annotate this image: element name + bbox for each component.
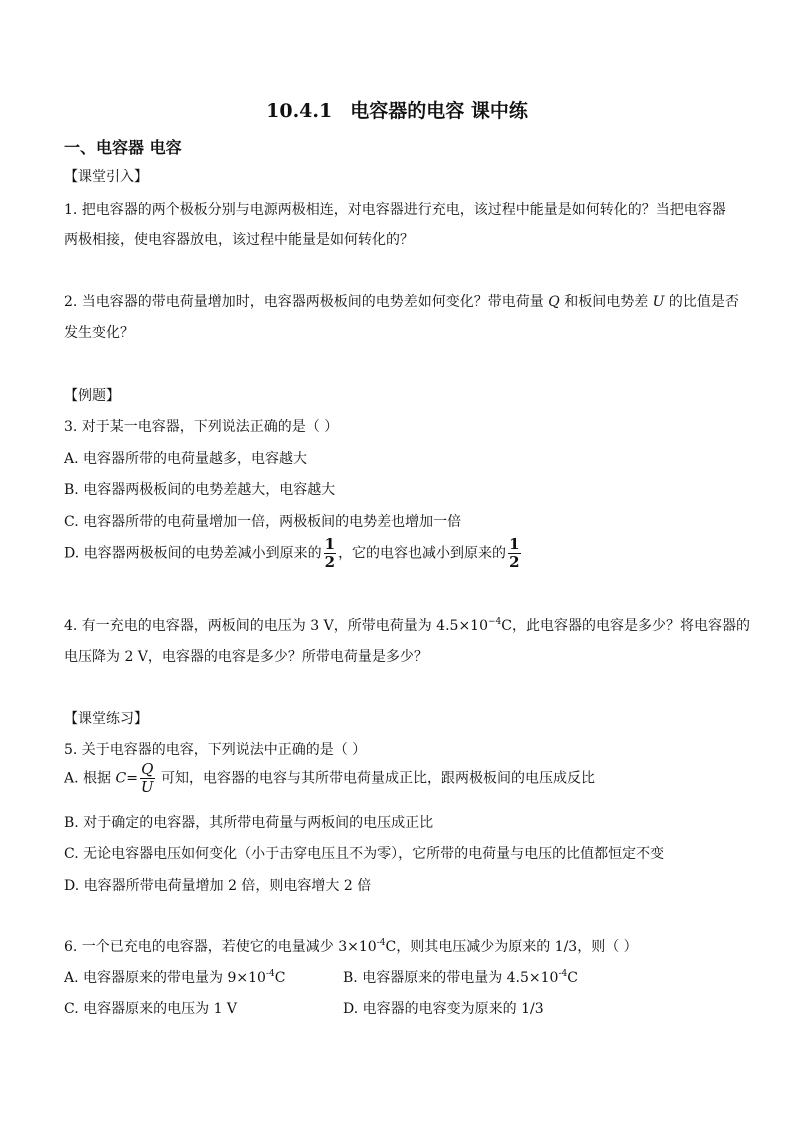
- fraction-one-half: $\frac{1}{2}$: [324, 535, 336, 571]
- practice-label: 【课堂练习】: [64, 711, 148, 727]
- q2-var-u: U: [652, 294, 665, 310]
- q2-var-q: Q: [548, 294, 560, 310]
- q2-line2: 发生变化？: [64, 325, 134, 341]
- q5-option-b: B. 对于确定的电容器，其所带电荷量与两板间的电压成正比: [64, 815, 434, 831]
- q2-text-a: 2. 当电容器的带电荷量增加时，电容器两极板间的电势差如何变化？带电荷量: [64, 294, 549, 310]
- q5-stem: 5. 关于电容器的电容，下列说法中正确的是（ ）: [64, 742, 367, 758]
- q6-stem-a: 6. 一个已充电的电容器，若使它的电量减少 3×10: [64, 939, 377, 955]
- section-heading: 一、电容器 电容: [64, 138, 182, 157]
- q3-d-text-a: D. 电容器两极板间的电势差减小到原来的: [64, 545, 322, 562]
- title-number: 10.4.1: [266, 100, 333, 122]
- q6-stem-exponent: -4: [376, 938, 386, 948]
- q6-option-b: B. 电容器原来的带电量为 $4.5\times 10^{-4}C$: [343, 969, 578, 986]
- page-title: [0, 96, 794, 123]
- q4-exponent: −4: [487, 617, 502, 627]
- q6-stem-b: C，则其电压减少为原来的 1/3，则（ ）: [385, 939, 638, 955]
- q5-option-d: D. 电容器所带电荷量增加 2 倍，则电容增大 2 倍: [64, 878, 372, 894]
- q6-option-c: C. 电容器原来的电压为 1 V: [64, 1001, 238, 1017]
- q4-line1: [64, 615, 750, 635]
- q5-a-text: 可知，电容器的电容与其所带电荷量成正比，跟两极板间的电压成反比: [156, 770, 596, 787]
- title-text: 电容器的电容 课中练: [350, 100, 528, 122]
- q5-equals: =: [126, 770, 138, 787]
- fraction-one-half-2: $\frac{1}{2}$: [509, 535, 520, 571]
- q3-option-d: [64, 537, 523, 570]
- q2-text-c: 的比值是否: [664, 294, 739, 310]
- q3-d-text-b: ，它的电容也减小到原来的: [338, 545, 507, 562]
- q1-line1: 1. 把电容器的两个极板分别与电源两极相连，对电容器进行充电，该过程中能量是如何转化的？当把电容器: [64, 202, 726, 218]
- q3-option-b: B. 电容器两极板间的电势差越大，电容越大: [64, 482, 336, 498]
- q3-option-a: A. 电容器所带的电荷量越多，电容越大: [64, 451, 308, 467]
- q4-text-a: 4. 有一充电的电容器，两板间的电压为 3 V，所带电荷量为 4.5×10: [64, 618, 488, 634]
- example-label: 【例题】: [64, 388, 120, 404]
- q2-text-b: 和板间电势差: [559, 294, 653, 310]
- intro-label: 【课堂引入】: [64, 169, 148, 185]
- q6-option-d: D. 电容器的电容变为原来的 1/3: [343, 1001, 544, 1017]
- q3-option-c: C. 电容器所带的电荷量增加一倍，两极板间的电势差也增加一倍: [64, 514, 462, 530]
- q5-var-c: C: [115, 770, 127, 787]
- q5-option-c: C. 无论电容器电压如何变化（小于击穿电压且不为零），它所带的电荷量与电压的比值都恒定不变: [64, 846, 665, 862]
- q4-line2: 电压降为 2 V，电容器的电容是多少？所带电荷量是多少？: [64, 649, 428, 665]
- fraction-q-over-u: $\frac{Q}{U}$: [140, 760, 154, 796]
- q6-option-a: A. 电容器原来的带电量为 $9\times 10^{-4}C$: [64, 969, 286, 986]
- q2-line1: [64, 291, 739, 311]
- q1-line2: 两极相接，使电容器放电，该过程中能量是如何转化的？: [64, 232, 414, 248]
- q5-option-a: [64, 762, 595, 795]
- q3-stem: 3. 对于某一电容器，下列说法正确的是（ ）: [64, 419, 339, 435]
- q5-a-prefix: A. 根据: [64, 770, 116, 787]
- q4-text-b: C，此电容器的电容是多少？将电容器的: [501, 618, 750, 634]
- q6-stem: [64, 936, 638, 956]
